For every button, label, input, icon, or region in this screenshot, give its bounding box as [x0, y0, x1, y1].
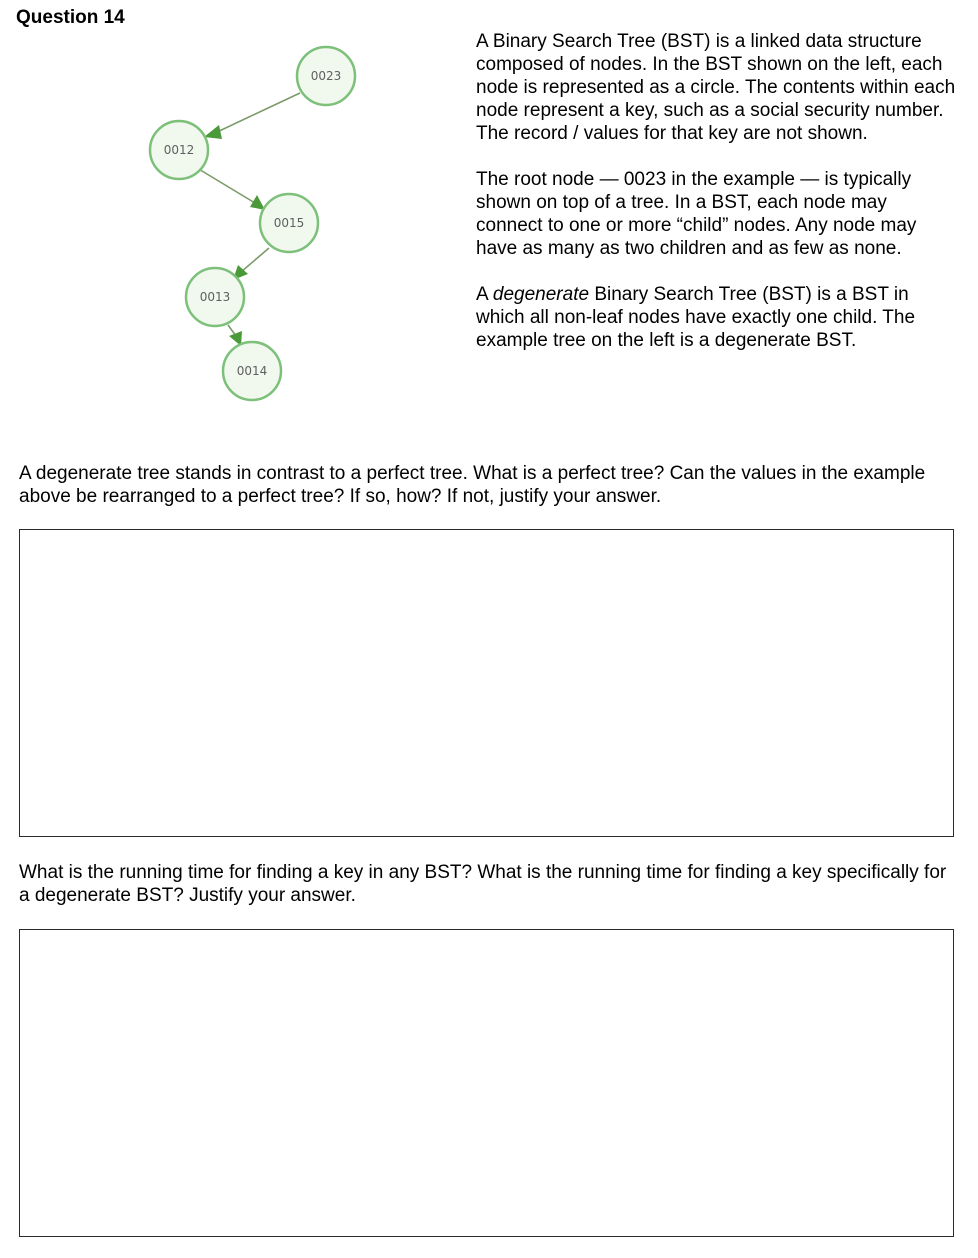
node-label: 0013: [199, 290, 231, 304]
tree-node-0014: [223, 342, 281, 400]
node-label: 0012: [163, 143, 195, 157]
description-paragraph-1: A Binary Search Tree (BST) is a linked data structure composed of nodes. In the BST shown on the left, each node is represented as a circle. The contents within each node represent a key, such as a social security number. The record / values for that key are not shown.: [476, 31, 956, 144]
tree-node-0013: [186, 268, 244, 326]
description-paragraph-3: [476, 283, 956, 352]
tree-node-0012: [150, 121, 208, 179]
edge-0015-0013: [241, 248, 269, 272]
arrowhead-0012: [204, 125, 222, 139]
bst-diagram: [0, 0, 470, 420]
node-label: 0015: [273, 216, 305, 230]
running-time-answer-box[interactable]: [19, 929, 954, 1237]
question-title: Question 14: [16, 7, 125, 28]
bst-description: [476, 30, 956, 375]
tree-node-0015: [260, 194, 318, 252]
paragraph-3-suffix: Binary Search Tree (BST) is a BST in which all non-leaf nodes have exactly one child. The example tree on the left is a degenerate BST.: [476, 284, 916, 351]
node-label: 0023: [310, 69, 342, 83]
perfect-tree-answer-box[interactable]: [19, 529, 954, 837]
degenerate-emphasis: degenerate: [492, 284, 590, 305]
node-label: 0014: [236, 364, 268, 378]
tree-node-0023: [297, 47, 355, 105]
description-paragraph-2: The root node — 0023 in the example — is typically shown on top of a tree. In a BST, each node may connect to one or more “child” nodes. Any node may have as many as two children and as few as none.: [476, 169, 917, 259]
perfect-tree-prompt: A degenerate tree stands in contrast to a perfect tree. What is a perfect tree? Can the values in the example above be rearranged to a perfect tree? If so, how? If not, justify your answer.: [19, 463, 926, 507]
paragraph-3-prefix: A: [476, 284, 493, 305]
running-time-prompt: What is the running time for finding a key in any BST? What is the running time for finding a key specifically for a degenerate BST? Justify your answer.: [19, 862, 947, 906]
edge-0023-0012: [215, 93, 300, 133]
arrowhead-0015: [250, 195, 265, 210]
edge-0012-0015: [197, 168, 255, 203]
